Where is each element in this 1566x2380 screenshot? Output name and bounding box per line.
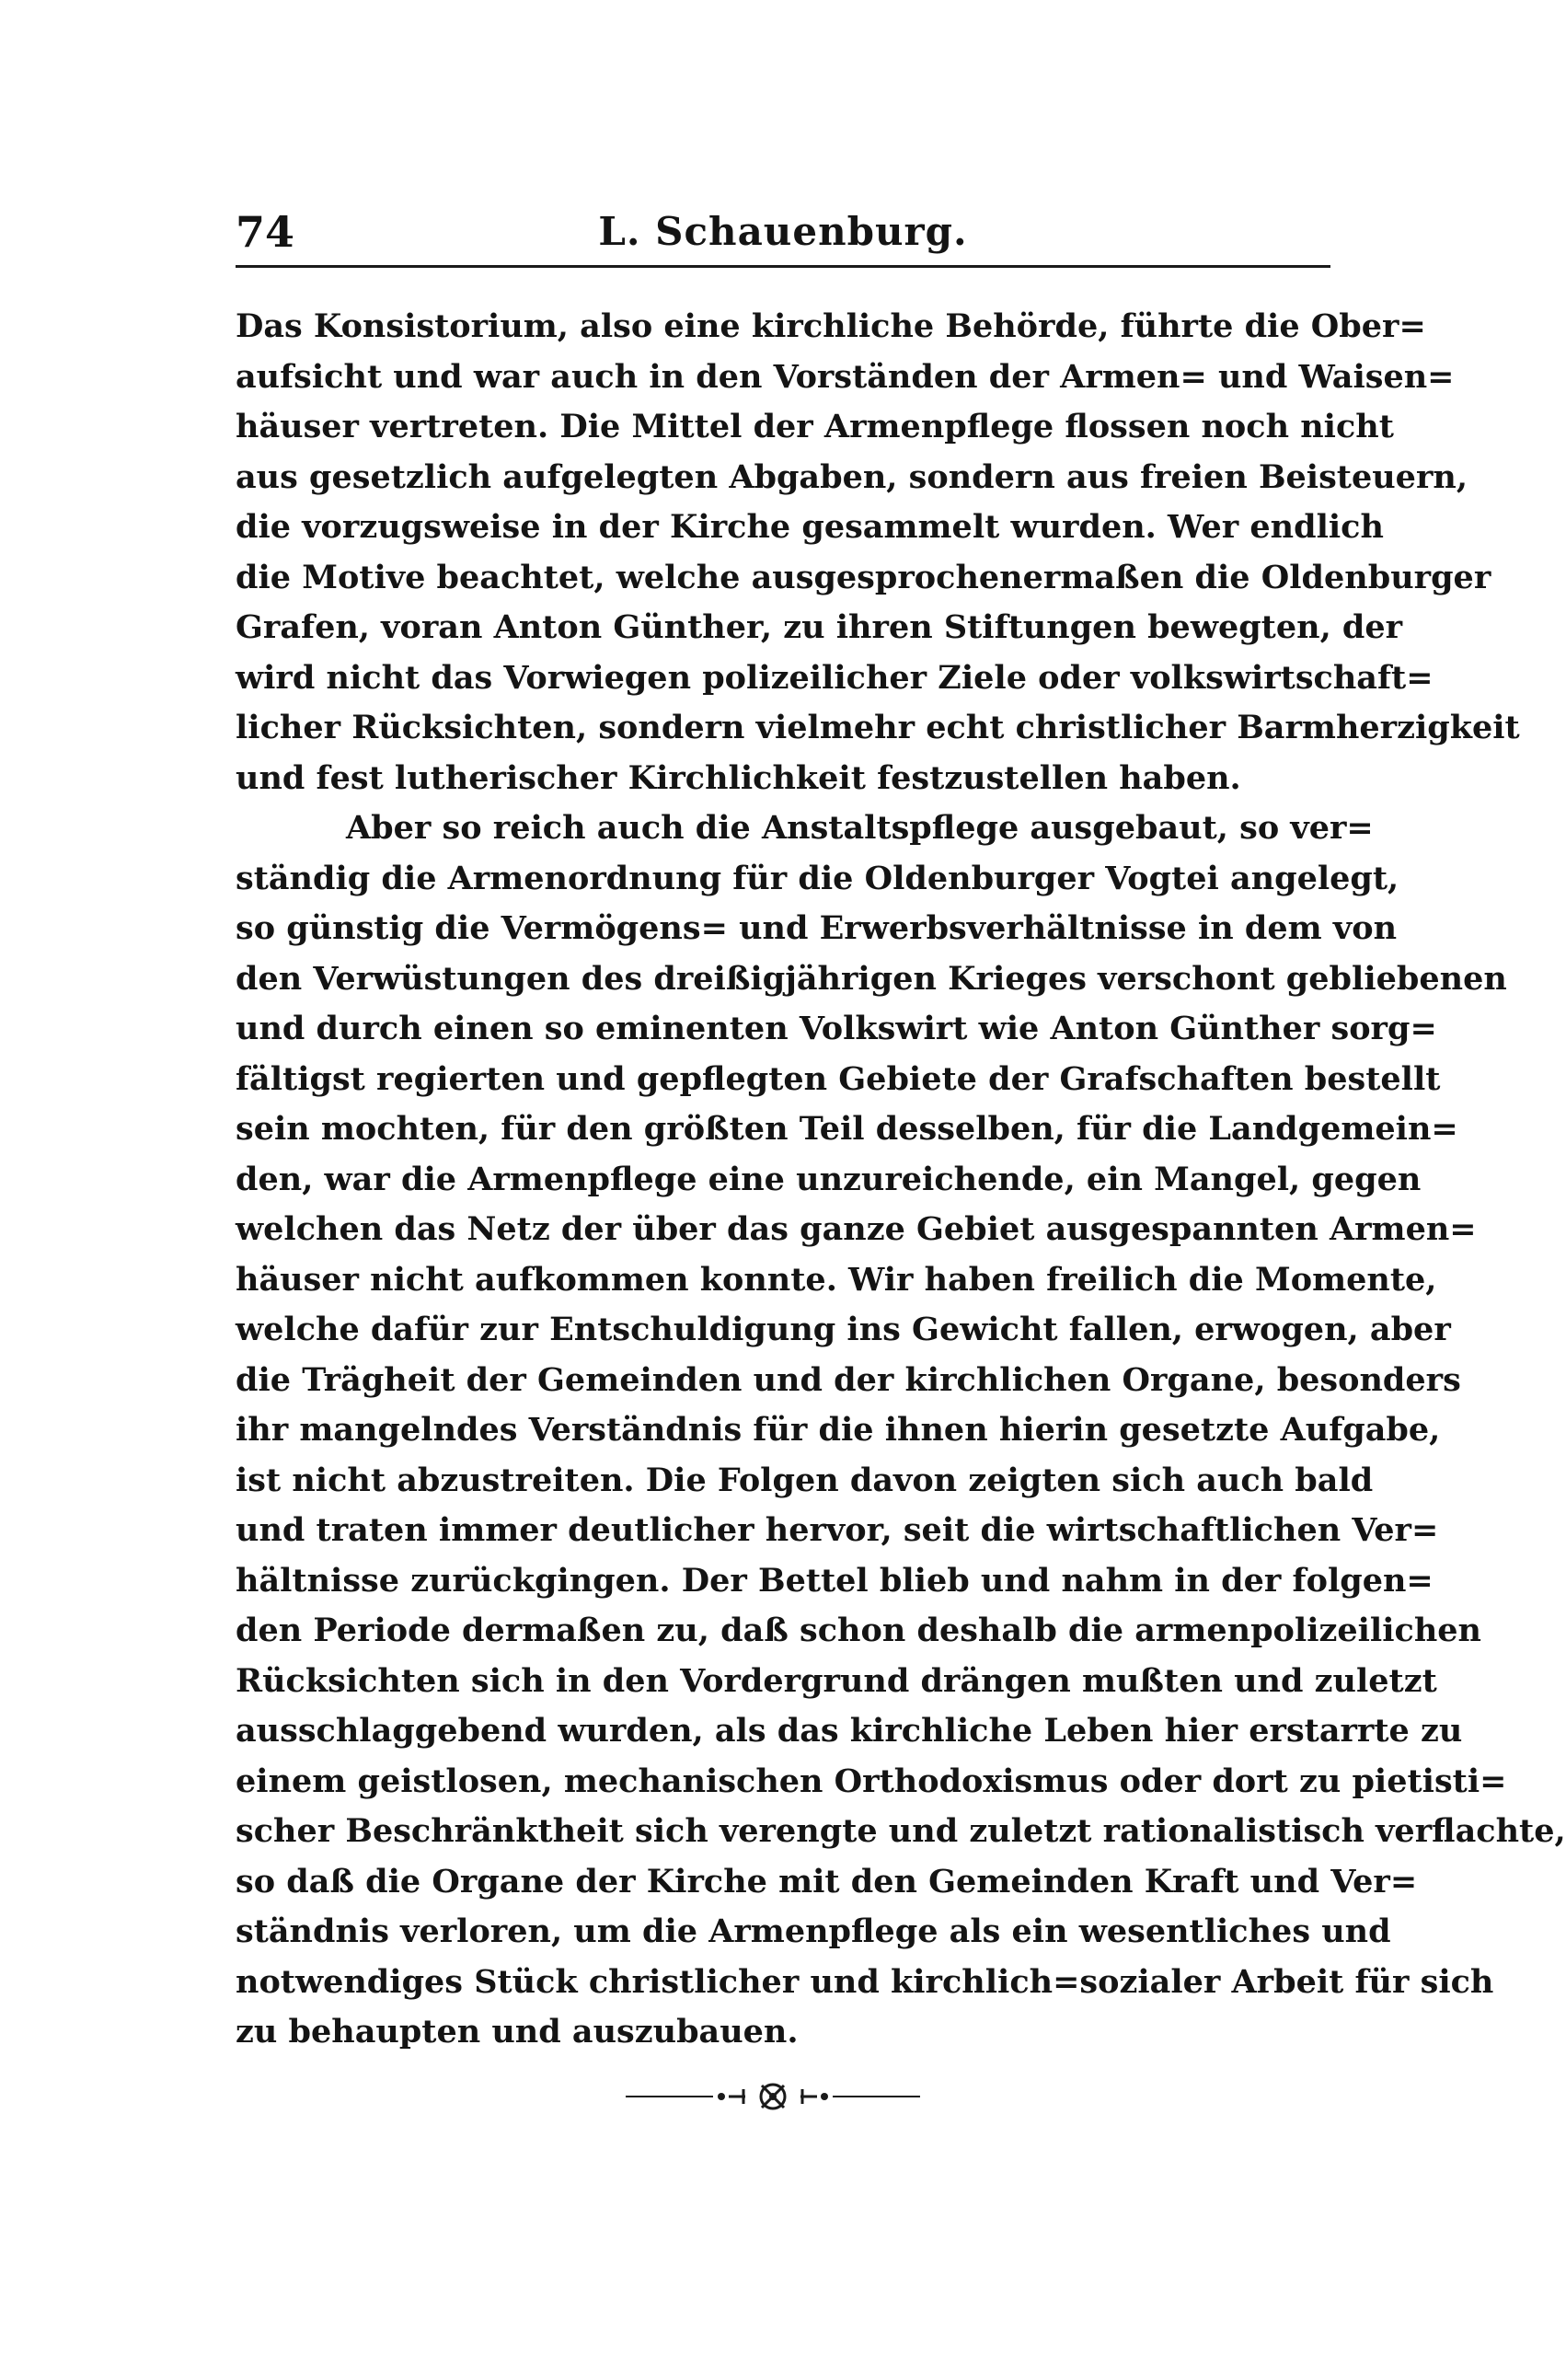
- text-line: einem geistlosen, mechanischen Orthodoxismus oder dort zu pietisti=: [236, 1762, 1507, 1800]
- text-line: scher Beschränktheit sich verengte und zuletzt rationalistisch verflachte,: [236, 1812, 1566, 1850]
- text-line: ausschlaggebend wurden, als das kirchliche Leben hier erstarrte zu: [236, 1712, 1463, 1750]
- header-rule: [236, 265, 1330, 268]
- text-line: aus gesetzlich aufgelegten Abgaben, sondern aus freien Beisteuern,: [236, 457, 1468, 496]
- text-line: welche dafür zur Entschuldigung ins Gewicht fallen, erwogen, aber: [236, 1311, 1451, 1348]
- text-line: Aber so reich auch die Anstaltspflege ausgebaut, so ver=: [346, 809, 1374, 847]
- text-line: zu behaupten und auszubauen.: [236, 2013, 799, 2051]
- text-line: fältigst regierten und gepflegten Gebiete der Grafschaften bestellt: [236, 1059, 1441, 1098]
- text-line: und fest lutherischer Kirchlichkeit festzustellen haben.: [236, 758, 1241, 797]
- text-line: licher Rücksichten, sondern vielmehr echt christlicher Barmherzigkeit: [236, 709, 1520, 746]
- text-line: hältnisse zurückgingen. Der Bettel blieb und nahm in der folgen=: [236, 1561, 1434, 1600]
- text-line: den, war die Armenpflege eine unzureichende, ein Mangel, gegen: [236, 1160, 1422, 1198]
- text-line: ständig die Armenordnung für die Oldenburger Vogtei angelegt,: [236, 859, 1399, 897]
- text-line: Das Konsistorium, also eine kirchliche Behörde, führte die Ober=: [236, 307, 1426, 345]
- text-line: welchen das Netz der über das ganze Gebiet ausgespannten Armen=: [236, 1210, 1477, 1248]
- body-text: [236, 302, 1566, 2058]
- text-line: so günstig die Vermögens= und Erwerbsverhältnisse in dem von: [236, 909, 1398, 947]
- text-line: und traten immer deutlicher hervor, seit die wirtschaftlichen Ver=: [236, 1511, 1439, 1549]
- page-header: [236, 204, 1330, 269]
- text-line: den Verwüstungen des dreißigjährigen Krieges verschont gebliebenen: [236, 959, 1507, 998]
- text-line: die vorzugsweise in der Kirche gesammelt wurden. Wer endlich: [236, 508, 1384, 546]
- text-line: den Periode dermaßen zu, daß schon deshalb die armenpolizeilichen: [236, 1612, 1481, 1649]
- text-line: die Motive beachtet, welche ausgesprochenermaßen die Oldenburger: [236, 558, 1491, 596]
- text-line: Rücksichten sich in den Vordergrund drängen mußten und zuletzt: [236, 1661, 1437, 1700]
- text-line: häuser nicht aufkommen konnte. Wir haben freilich die Momente,: [236, 1260, 1437, 1299]
- text-line: aufsicht und war auch in den Vorständen der Armen= und Waisen=: [236, 357, 1455, 396]
- text-line: die Trägheit der Gemeinden und der kirchlichen Organe, besonders: [236, 1360, 1461, 1399]
- page-number: 74: [236, 207, 295, 257]
- text-line: und durch einen so eminenten Volkswirt wie Anton Günther sorg=: [236, 1010, 1437, 1047]
- paragraph-1: [236, 302, 1520, 803]
- text-line: so daß die Organe der Kirche mit den Gemeinden Kraft und Ver=: [236, 1862, 1418, 1901]
- text-line: wird nicht das Vorwiegen polizeilicher Ziele oder volkswirtschaft=: [236, 658, 1434, 697]
- running-head: L. Schauenburg.: [598, 209, 968, 254]
- text-line: ständnis verloren, um die Armenpflege als ein wesentliches und: [236, 1912, 1391, 1950]
- text-line: notwendiges Stück christlicher und kirchlich=sozialer Arbeit für sich: [236, 1962, 1494, 2001]
- paragraph-2: [236, 803, 1566, 2058]
- text-line: Grafen, voran Anton Günther, zu ihren Stiftungen bewegten, der: [236, 608, 1403, 646]
- ornament-icon: [626, 2078, 920, 2115]
- text-line: häuser vertreten. Die Mittel der Armenpflege flossen noch nicht: [236, 408, 1394, 445]
- text-line: sein mochten, für den größten Teil desselben, für die Landgemein=: [236, 1110, 1458, 1148]
- text-line: ist nicht abzustreiten. Die Folgen davon zeigten sich auch bald: [236, 1461, 1374, 1499]
- text-line: ihr mangelndes Verständnis für die ihnen hierin gesetzte Aufgabe,: [236, 1411, 1441, 1449]
